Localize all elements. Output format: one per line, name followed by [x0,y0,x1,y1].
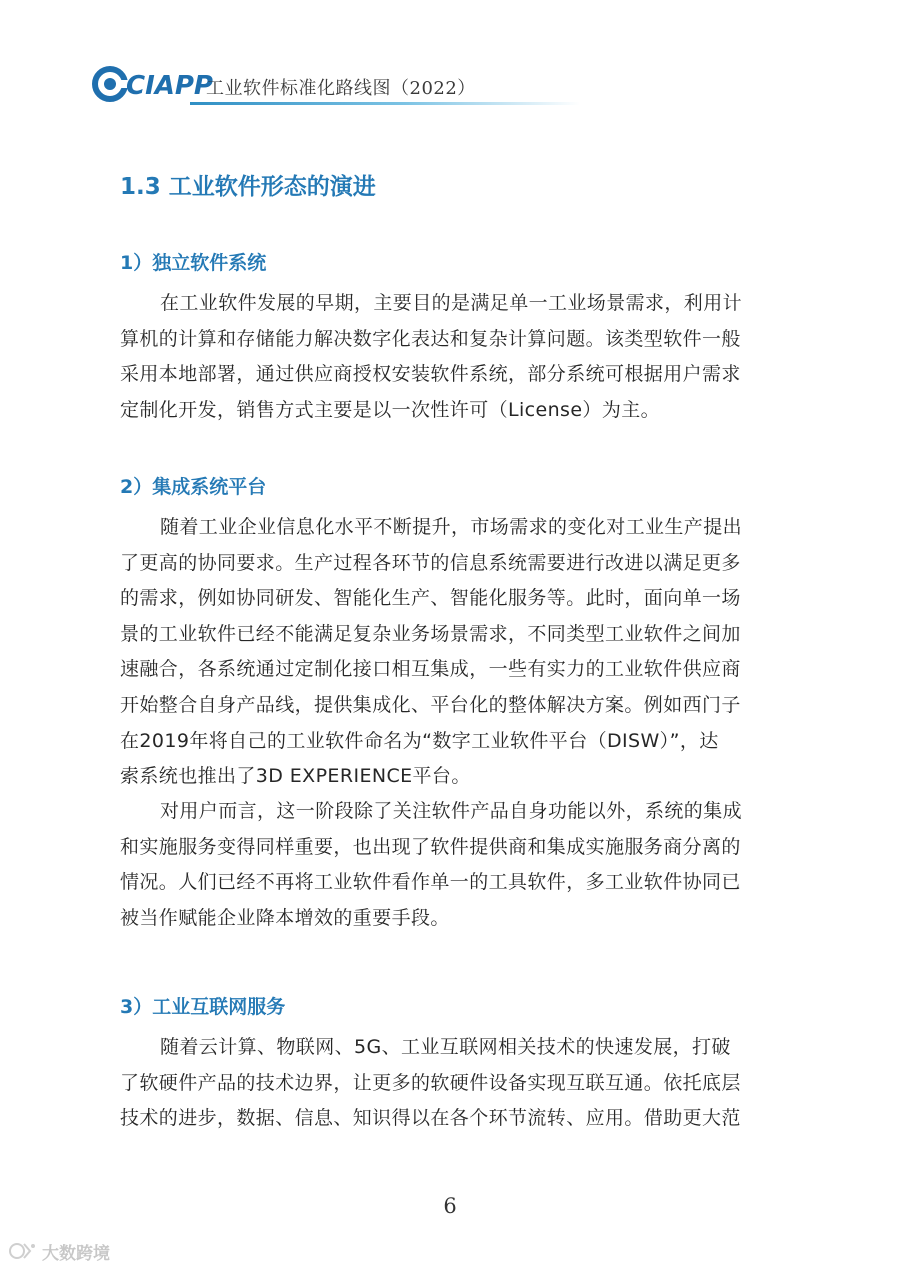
text-line: 定制化开发，销售方式主要是以一次性许可（License）为主。 [120,398,661,421]
text-line: 随着云计算、物联网、5G、工业互联网相关技术的快速发展，打破 [160,1036,731,1058]
header-title: 工业软件标准化路线图（2022） [206,78,476,99]
text-line: 和实施服务变得同样重要，也出现了软件提供商和集成实施服务商分离的 [120,835,741,858]
logo-text: CIAPP [126,71,213,101]
text-line: 了更高的协同要求。生产过程各环节的信息系统需要进行改进以满足更多 [120,551,741,574]
text-line: 了软硬件产品的技术边界，让更多的软硬件设备实现互联互通。依托底层 [120,1071,741,1094]
text-line: 在2019年将自己的工业软件命名为“数字工业软件平台（DISW）”，达 [120,729,719,752]
ciapp-logo [90,62,213,106]
text-line: 在工业软件发展的早期，主要目的是满足单一工业场景需求，利用计 [160,292,743,314]
subsection-title: 1）独立软件系统 [120,252,267,274]
text-line: 被当作赋能企业降本增效的重要手段。 [120,906,450,929]
watermark [8,1238,110,1264]
text-line: 开始整合自身产品线，提供集成化、平台化的整体解决方案。例如西门子 [120,693,741,716]
text-line: 情况。人们已经不再将工业软件看作单一的工具软件，多工业软件协同已 [120,871,741,894]
paragraph [120,510,790,795]
header-rule [190,102,580,105]
text-line: 索系统也推出了3D EXPERIENCE平台。 [120,765,471,788]
page-number: 6 [443,1194,457,1218]
text-line: 随着工业企业信息化水平不断提升，市场需求的变化对工业生产提出 [160,516,743,538]
text-line: 算机的计算和存储能力解决数字化表达和复杂计算问题。该类型软件一般 [120,327,741,350]
watermark-logo-icon [8,1240,38,1262]
running-header [90,62,510,106]
text-line: 对用户而言，这一阶段除了关注软件产品自身功能以外，系统的集成 [160,800,743,822]
subsection-title: 3）工业互联网服务 [120,996,286,1018]
paragraph [120,794,790,936]
text-line: 技术的进步，数据、信息、知识得以在各个环节流转、应用。借助更大范 [120,1107,741,1130]
text-line: 景的工业软件已经不能满足复杂业务场景需求，不同类型工业软件之间加 [120,622,741,645]
section-title: 1.3 工业软件形态的演进 [120,174,376,200]
paragraph [120,1030,790,1137]
text-line: 采用本地部署，通过供应商授权安装软件系统，部分系统可根据用户需求 [120,363,741,386]
watermark-text: 大数跨境 [42,1243,110,1264]
text-line: 速融合，各系统通过定制化接口相互集成，一些有实力的工业软件供应商 [120,658,741,681]
text-line: 的需求，例如协同研发、智能化生产、智能化服务等。此时，面向单一场 [120,587,741,610]
paragraph [120,286,790,428]
subsection-title: 2）集成系统平台 [120,476,267,498]
